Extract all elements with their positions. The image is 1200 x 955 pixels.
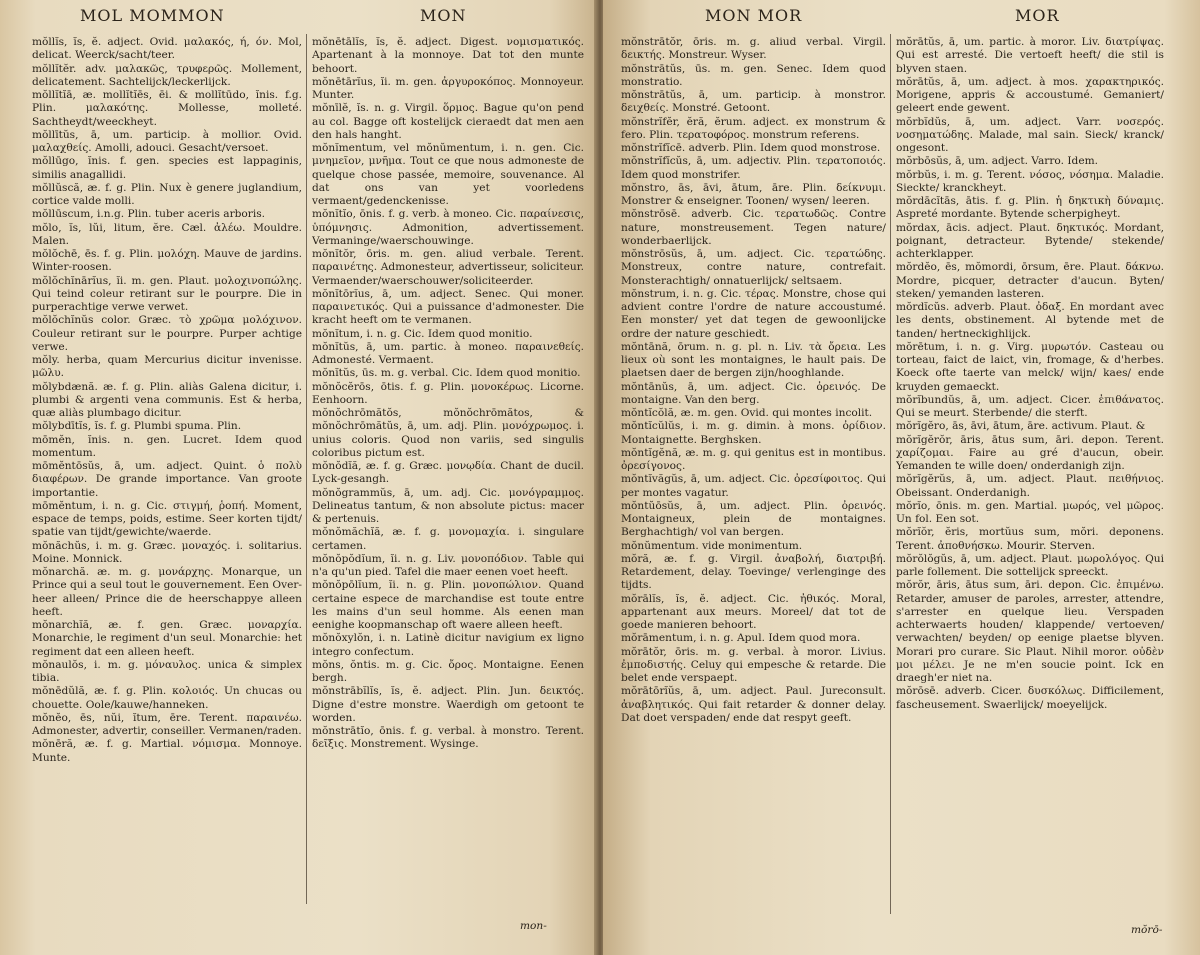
dictionary-column-3 bbox=[621, 36, 886, 946]
dictionary-entry: mŏnŏgrammŭs, ā, um. adj. Cic. μονόγραμμος. Delineatus tantum, & non absolute pictus: macer & pertenuis. bbox=[312, 486, 584, 525]
dictionary-entry: mŏnstrum, i. n. g. Cic. τέρας. Monstre, chose qui advient contre l'ordre de nature accoustumé. Een monster/ yet dat tegen de gewoonlijcke ordre der nature geschiedt. bbox=[621, 287, 886, 340]
left-header-words: MOL MOMMON bbox=[80, 6, 225, 25]
dictionary-entry: mŏnŏxylŏn, i. n. Latinè dicitur navigium ex ligno integro confectum. bbox=[312, 632, 584, 658]
dictionary-entry: mŏrāmentum, i. n. g. Apul. Idem quod mora. bbox=[621, 632, 861, 645]
dictionary-column-4 bbox=[896, 36, 1164, 946]
dictionary-entry: mŏrĭbundŭs, ā, um. adject. Cicer. ἐπιθάνατος. Qui se meurt. Sterbende/ die sterft. bbox=[896, 393, 1164, 419]
dictionary-entry: mŏlo, ĭs, lŭi, litum, ĕre. Cæl. ἀλέω. Mouldre. Malen. bbox=[32, 221, 302, 247]
dictionary-entry: mŏnstrĭfĭcŭs, ā, um. adjectiv. Plin. τερατοποιός. Idem quod monstrifer. bbox=[621, 155, 886, 181]
dictionary-entry: mŏnstrōsē. adverb. Cic. τερατωδῶς. Contre nature, monstreusement. Tegen nature/ wonderbaerlijck. bbox=[621, 208, 886, 247]
dictionary-entry: mŏră, æ. f. g. Virgil. ἀναβολή, διατριβή. Retardement, delay. Toevinge/ verlenginge des tijdts. bbox=[621, 552, 886, 592]
dictionary-entry: mŏnăchŭs, i. m. g. Græc. μοναχός. i. solitarius. Moine. Monnick. bbox=[32, 539, 302, 565]
dictionary-entry: mŏrātōrĭŭs, ā, um. adject. Paul. Jureconsult. ἀναβλητικός. Qui fait retarder & donner delay. Dat doet verspaden/ ende dat respyt geeft. bbox=[621, 685, 886, 724]
dictionary-entry: mŏnĭtŭs, ā, um. partic. à moneo. παραινεθείς. Admonesté. Vermaent. bbox=[312, 340, 584, 366]
dictionary-entry: mŏnŏpōlĭum, ĭi. n. g. Plin. μονοπώλιον. Quand certaine espece de marchandise est toute entre les mains d'un seul homme. Als eenen man eenighe koopmanschap oft waere alleen heeft. bbox=[312, 579, 584, 631]
dictionary-column-2 bbox=[312, 36, 584, 946]
dictionary-entry: mŏlybdænă. æ. f. g. Plin. aliàs Galena dicitur, i. plumbi & argenti vena communis. Est & herba, quæ aliàs plumbago dicitur. bbox=[32, 380, 302, 419]
dictionary-entry: mŏrbŭs, i. m. g. Terent. νόσος, νόσημα. Maladie. Sieckte/ kranckheyt. bbox=[896, 168, 1164, 194]
dictionary-entry: mŏnstrātŭs, ā, um. particip. à monstror. δειχθείς. Monstré. Getoont. bbox=[621, 89, 886, 115]
dictionary-entry: mŏnētārĭus, ĭi. m. gen. ἀργυροκόπος. Monnoyeur. Munter. bbox=[312, 75, 584, 101]
dictionary-entry: mŏrātŭs, ā, um. partic. à moror. Liv. διατρίψας. Qui est arresté. Die vertoeft heeft/ die stil is blyven staen. bbox=[896, 36, 1164, 75]
dictionary-entry: mŏnaulŏs, i. m. g. μόναυλος. unica & simplex tibia. bbox=[32, 658, 302, 684]
dictionary-entry: mŏntānŭs, ā, um. adject. Cic. ὀρεινός. De montaigne. Van den berg. bbox=[621, 380, 886, 406]
dictionary-entry: mŏnēră, æ. f. g. Martial. νόμισμα. Monnoye. Munte. bbox=[32, 738, 302, 764]
left-running-header bbox=[0, 6, 597, 34]
dictionary-entry: mŏnstrātĭo, ōnis. f. g. verbal. à monstro. Terent. δεῖξις. Monstrement. Wysinge. bbox=[312, 725, 584, 751]
right-header-column: MOR bbox=[1015, 6, 1060, 25]
dictionary-entry: mŏllītŭs, ā, um. particip. à mollior. Ovid. μαλαχθείς. Amolli, adouci. Gesacht/versoet. bbox=[32, 128, 302, 154]
dictionary-entry: mŏnstrābĭlĭs, ĭs, ĕ. adject. Plin. Jun. δεικτός. Digne d'estre monstre. Waerdigh om getoont te worden. bbox=[312, 685, 584, 724]
dictionary-entry: mŏllĭtĕr. adv. μαλακῶς, τρυφερῶς. Mollement, delicatement. Sachtelijck/leckerlijck. bbox=[32, 62, 302, 88]
dictionary-entry: mŏntĭcŏlă, æ. m. gen. Ovid. qui montes incolit. bbox=[621, 407, 873, 419]
dictionary-entry: mŏrĭgĕrŭs, ā, um. adject. Plaut. πειθήνιος. Obeissant. Onderdanigh. bbox=[896, 473, 1164, 499]
dictionary-entry: mŏnŏdĭă, æ. f. g. Græc. μονῳδία. Chant de ducil. Lyck-gesangh. bbox=[312, 460, 584, 486]
dictionary-entry: mŏlŏchē, ēs. f. g. Plin. μολόχη. Mauve de jardins. Winter-roosen. bbox=[32, 248, 302, 274]
dictionary-entry: mŏnstrĭfĭcē. adverb. Plin. Idem quod monstrose. bbox=[621, 142, 881, 154]
dictionary-entry: mŏnĭtōrĭus, ā, um. adject. Senec. Qui moner. παραινετικός. Qui a puissance d'admonester. Die kracht heeft om te vermanen. bbox=[312, 287, 584, 327]
right-running-header bbox=[603, 6, 1200, 34]
dictionary-entry: mŏnĭtĭo, ōnis. f. g. verb. à moneo. Cic. παραίνεσις, ὑπόμνησις. Admonition, advertissement. Vermaninge/waerschouwinge. bbox=[312, 208, 584, 247]
dictionary-entry: mŏntĭcŭlŭs, i. m. g. dimin. à mons. ὀρίδιον. Montaignette. Berghsken. bbox=[621, 420, 886, 446]
dictionary-entry: mŏnarchĭă, æ. f. gen. Græc. μοναρχία. Monarchie, le regiment d'un seul. Monarchie: het regiment dat een alleen heeft. bbox=[32, 619, 302, 658]
catchword: mŏrō- bbox=[1131, 924, 1163, 936]
dictionary-entry: mŏnstrātŏr, ōris. m. g. aliud verbal. Virgil. δεικτής. Monstreur. Wyser. bbox=[621, 36, 886, 62]
dictionary-entry: mŏnĭtŏr, ōris. m. gen. aliud verbale. Terent. παραινέτης. Admonesteur, advertisseur, soliciteur. Vermaender/waerschouwer/soliciteerder. bbox=[312, 248, 584, 287]
dictionary-entry: mŏntĭvăgŭs, ā, um. adject. Cic. ὀρεσίφοιτος. Qui per montes vagatur. bbox=[621, 473, 886, 499]
dictionary-entry: mŏrĭgĕro, ās, āvi, ātum, āre. activum. Plaut. & bbox=[896, 420, 1146, 433]
dictionary-entry: mŏnĭmentum, vel mŏnŭmentum, i. n. gen. Cic. μνημεῖον, μνῆμα. Tout ce que nous admoneste de quelque chose passée, memoire, souvenance. Al dat ons van yet voorledens vermaent/gedenckenisse. bbox=[312, 142, 584, 207]
dictionary-entry: mŏllŭscă, æ. f. g. Plin. Nux è genere juglandium, cortice valde molli. bbox=[32, 181, 302, 207]
dictionary-entry: mŏnŏpŏdĭum, ĭi. n. g. Liv. μονοπόδιον. Table qui n'a qu'un pied. Tafel die maer eenen voet heeft. bbox=[312, 552, 584, 578]
dictionary-entry: mŏnŏmăchĭă, æ. f. g. μονομαχία. i. singulare certamen. bbox=[312, 526, 584, 552]
dictionary-entry: mŏnĕo, ēs, nŭi, ĭtum, ēre. Terent. παραινέω. Admonester, advertir, conseiller. Vermanen/raden. bbox=[32, 711, 302, 737]
dictionary-entry: mŏrētum, i. n. g. Virg. μυρωτόν. Casteau ou torteau, faict de laict, vin, fromage, & d'herbes. Koeck ofte taerte van melck/ wijn/ kaes/ ende kruyden gemaeckt. bbox=[896, 340, 1164, 393]
dictionary-entry: mŏnŏchrōmătŏs, mŏnŏchrōmătos, & mŏnŏchrōmătŭs, ā, um. adj. Plin. μονόχρωμος. i. unius coloris. Quod non variis, sed singulis coloribus pictum est. bbox=[312, 407, 584, 459]
dictionary-entry: mŏrātŏr, ōris. m. g. verbal. à moror. Livius. ἐμποδιστής. Celuy qui empesche & retarde. Die belet ende verspaept. bbox=[621, 645, 886, 684]
column-rule bbox=[306, 34, 307, 904]
dictionary-entry: mŏnētālĭs, ĭs, ĕ. adject. Digest. νομισματικός. Apartenant à la monnoye. Dat tot den munte behoort. bbox=[312, 36, 584, 75]
left-header-column: MON bbox=[420, 6, 467, 25]
dictionary-entry: mŏnarchă. æ. m. g. μονάρχης. Monarque, un Prince qui a seul tout le gouvernement. Een Over-heer alleen/ Prince die de heerschappye alleen heeft. bbox=[32, 566, 302, 618]
dictionary-entry: mŏntŭōsŭs, ā, um. adject. Plin. ὀρεινός. Montaigneux, plein de montaignes. Berghachtigh/ vol van bergen. bbox=[621, 499, 886, 539]
dictionary-entry: mōmĕntum, i. n. g. Cic. στιγμή, ῥοπή. Moment, espace de temps, poids, estime. Seer korten tijdt/ spatie van tijdt/gewichte/waerde. bbox=[32, 499, 302, 539]
dictionary-entry: mŏllĭs, ĭs, ĕ. adject. Ovid. μαλακός, ή, όν. Mol, delicat. Weerck/sacht/teer. bbox=[32, 36, 302, 62]
dictionary-entry: mŏrĭgĕrŏr, āris, ātus sum, āri. depon. Terent. χαρίζομαι. Faire au gré d'aucun, obeir. Yemanden te wille doen/ onderdanigh zijn. bbox=[896, 433, 1164, 472]
dictionary-entry: mŏlybdītĭs, ĭs. f. g. Plumbi spuma. Plin. bbox=[32, 420, 242, 433]
dictionary-entry: mŏrbĭdŭs, ā, um. adject. Varr. νοσερός. νοσηματώδης. Malade, mal sain. Sieck/ kranck/ ongesont. bbox=[896, 115, 1164, 154]
dictionary-entry: mŏrōsē. adverb. Cicer. δυσκόλως. Difficilement, fascheusement. Swaerlijck/ moeyelijck. bbox=[896, 685, 1164, 711]
dictionary-entry: mŏntĭgĕnă, æ. m. g. qui genitus est in montibus. ὀρεσίγονος. bbox=[621, 446, 886, 472]
dictionary-entry: mŏnstrātŭs, ūs. m. gen. Senec. Idem quod monstratio. bbox=[621, 62, 886, 88]
dictionary-entry: mŏnŭmentum. vide monimentum. bbox=[621, 539, 803, 552]
dictionary-entry: mŏrātŭs, ā, um. adject. à mos. χαρακτηρικός. Morigene, appris & accoustumé. Gemaniert/ geleert ende gewent. bbox=[896, 75, 1164, 115]
dictionary-entry: mŏnĭtŭs, ūs. m. g. verbal. Cic. Idem quod monitio. bbox=[312, 367, 581, 380]
dictionary-entry: mŏnēdŭlă, æ. f. g. Plin. κολοιός. Un chucas ou chouette. Oole/kauwe/hanneken. bbox=[32, 685, 302, 711]
right-header-words: MON MOR bbox=[705, 6, 803, 25]
dictionary-entry: mŏrbōsŭs, ā, um. adject. Varro. Idem. bbox=[896, 155, 1099, 168]
dictionary-entry: mŏrdax, ācis. adject. Plaut. δηκτικός. Mordant, poignant, detracteur. Bytende/ stekende/ achterklapper. bbox=[896, 221, 1164, 260]
dictionary-entry: mŏnstrĭfĕr, ĕră, ĕrum. adject. ex monstrum & fero. Plin. τερατοφόρος. monstrum referens. bbox=[621, 115, 886, 141]
dictionary-entry: mŏlŏchĭnārĭus, ĭi. m. gen. Plaut. μολοχινοπώλης. Qui teind coleur retirant sur le pourpre. Die in purperachtige verwe verwet. bbox=[32, 274, 302, 313]
dictionary-entry: mŏnstro, ās, āvi, ātum, āre. Plin. δείκνυμι. Monstrer & enseigner. Toonen/ wysen/ leeren. bbox=[621, 181, 886, 207]
dictionary-entry: mŏlŏchĭnŭs color. Græc. τὸ χρῶμα μολόχινον. Couleur retirant sur le pourpre. Purper achtige verwe. bbox=[32, 314, 302, 353]
right-page bbox=[603, 0, 1200, 955]
dictionary-entry: mŏrĭŏr, ĕris, mortŭus sum, mŏri. deponens. Terent. ἀποθνήσκω. Mourir. Sterven. bbox=[896, 526, 1164, 552]
dictionary-entry: mōmĕn, ĭnis. n. gen. Lucret. Idem quod momentum. bbox=[32, 433, 302, 459]
dictionary-entry: mŏnīlĕ, ĭs. n. g. Virgil. ὅρμος. Bague qu'on pend au col. Bagge oft kostelijck cieraedt dat men aen den hals hanght. bbox=[312, 102, 584, 141]
dictionary-entry: mŏly. herba, quam Mercurius dicitur invenisse. μῶλυ. bbox=[32, 354, 302, 380]
dictionary-entry: mŏrdĕo, ēs, mŏmordi, ōrsum, ēre. Plaut. δάκνω. Mordre, picquer, detracter d'aucun. Byten/ steken/ yemanden lasteren. bbox=[896, 261, 1164, 300]
column-rule bbox=[890, 34, 891, 914]
dictionary-entry: mōmĕntōsŭs, ā, um. adject. Quint. ὁ πολὺ διαφέρων. De grande importance. Van groote importantie. bbox=[32, 460, 302, 499]
dictionary-entry: mŏrĭo, ōnis. m. gen. Martial. μωρός, vel μῶρος. Un fol. Een sot. bbox=[896, 499, 1164, 525]
dictionary-entry: mŏrdĭcŭs. adverb. Plaut. ὀδαξ. En mordant avec les dents, obstinement. Al bytende met de tanden/ hertneckighlijck. bbox=[896, 301, 1164, 340]
dictionary-entry: mŏllĭtĭā, æ. mollĭtĭēs, ēi. & mollĭtūdo, ĭnis. f.g. Plin. μαλακότης. Mollesse, molleté. Sachtheydt/weeckheyt. bbox=[32, 89, 302, 128]
dictionary-entry: mŏrŏr, āris, ātus sum, āri. depon. Cic. ἐπιμένω. Retarder, amuser de paroles, arrester, attendre, s'arrester en quelque lieu. Verspaden achterwaerts houden/ klappende/ vertoeven/ verwachten/ beyden/ op eenige plaetse blyven. Morari pro curare. Sic Plaut. Nihil moror. οὐδὲν μοι μέλει. Je ne m'en soucie point. Ick en draegh'er niet na. bbox=[896, 579, 1164, 684]
dictionary-column-1 bbox=[32, 36, 302, 946]
dictionary-entry: mŏrdācĭtās, ātis. f. g. Plin. ἡ δηκτικὴ δύναμις. Aspreté mordante. Bytende scherpigheyt. bbox=[896, 195, 1164, 221]
dictionary-entry: mŏllūscum, i.n.g. Plin. tuber aceris arboris. bbox=[32, 208, 266, 221]
dictionary-entry: mŏnstrōsŭs, ā, um. adject. Cic. τερατώδης. Monstreux, contre nature, contrefait. Monsterachtigh/ onnatuerlijck/ seltsaem. bbox=[621, 248, 886, 287]
dictionary-entry: mŏnĭtum, i. n. g. Cic. Idem quod monitio. bbox=[312, 327, 533, 340]
left-page bbox=[0, 0, 597, 955]
dictionary-entry: mŏntānă, ōrum. n. g. pl. n. Liv. τὰ ὄρεια. Les lieux où sont les montaignes, le hault pais. De plaetsen daer de bergen zijn/hooghlande. bbox=[621, 340, 886, 380]
dictionary-entry: mŏns, ŏntis. m. g. Cic. ὄρος. Montaigne. Eenen bergh. bbox=[312, 658, 584, 684]
dictionary-entry: mŏnŏcĕrōs, ōtis. f. g. Plin. μονοκέρως. Licorne. Eenhoorn. bbox=[312, 380, 584, 406]
dictionary-entry: mŏrālĭs, ĭs, ĕ. adject. Cic. ἠθικός. Moral, appartenant aux meurs. Moreel/ dat tot de goede manieren behoort. bbox=[621, 592, 886, 631]
dictionary-entry: mŏllūgo, ĭnis. f. gen. species est lappaginis, similis anagallidi. bbox=[32, 155, 302, 181]
dictionary-entry: mŏrŏlŏgŭs, ā, um. adject. Plaut. μωρολόγος. Qui parle follement. Die sottelijck spreeckt. bbox=[896, 552, 1164, 578]
catchword: mon- bbox=[520, 920, 547, 932]
